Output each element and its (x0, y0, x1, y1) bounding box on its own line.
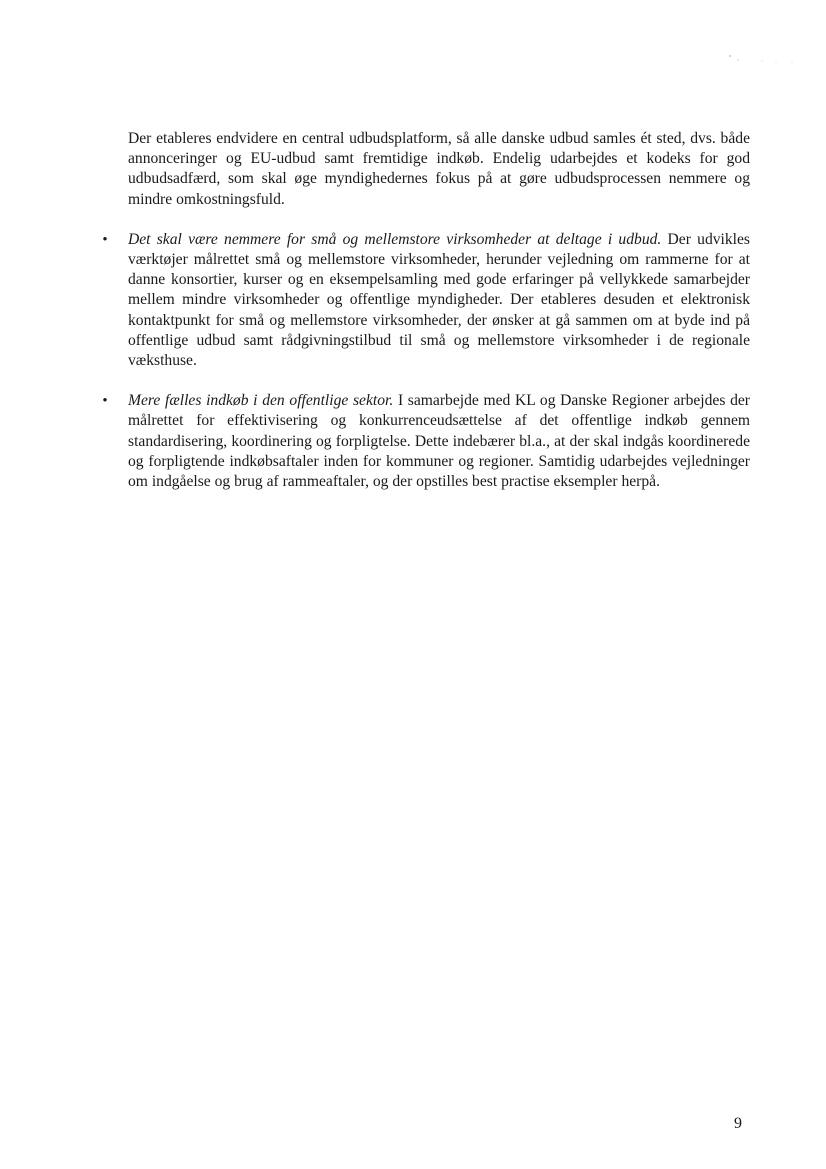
bullet-marker: • (102, 231, 108, 248)
bullet-item (102, 230, 750, 371)
bullet-title: Det skal være nemmere for små og mellemstore virksomheder at deltage i udbud. (128, 230, 662, 248)
bullet-item (102, 391, 750, 492)
body-text (102, 129, 750, 492)
bullet-marker: • (102, 393, 108, 410)
bullet-title: Mere fælles indkøb i den offentlige sektor. (128, 392, 394, 410)
bullet-body: Der udvikles værktøjer målrettet små og mellemstore virksomheder, herunder vejledning om rammerne for at danne konsortier, kurser og en eksempelsamling med gode erfaringer på vellykkede samarbejder mellem mindre virksomheder og offentlige myndigheder. Der etableres desuden et elektronisk kontaktpunkt for små og mellemstore virksomheder, der ønsker at gå sammen om at byde ind på offentlige udbud samt rådgivningstilbud til små og mellemstore virksomheder i de regionale væksthuse. (128, 230, 750, 370)
page-number: 9 (734, 1115, 742, 1132)
bullet-body: I samarbejde med KL og Danske Regioner arbejdes der målrettet for effektivisering og konkurrenceudsættelse af det offentlige indkøb gennem standardisering, koordinering og forpligtelse. Dette indebærer bl.a., at der skal indgås koordinerede og forpligtende indkøbsaftaler inden for kommuner og regioner. Samtidig udarbejdes vejledninger om indgåelse og brug af rammeaftaler, og der opstilles best practise eksempler herpå. (128, 392, 750, 491)
scan-artifact (726, 52, 796, 66)
bullet-text (128, 391, 750, 492)
bullet-text (128, 230, 750, 371)
intro-paragraph: Der etableres endvidere en central udbudsplatform, så alle danske udbud samles ét sted, dvs. både annonceringer og EU-udbud samt fremtidige indkøb. Endelig udarbejdes et kodeks for god udbudsadfærd, som skal øge myndighedernes fokus på at gøre udbudsprocessen nemmere og mindre omkostningsfuld. (128, 130, 750, 208)
